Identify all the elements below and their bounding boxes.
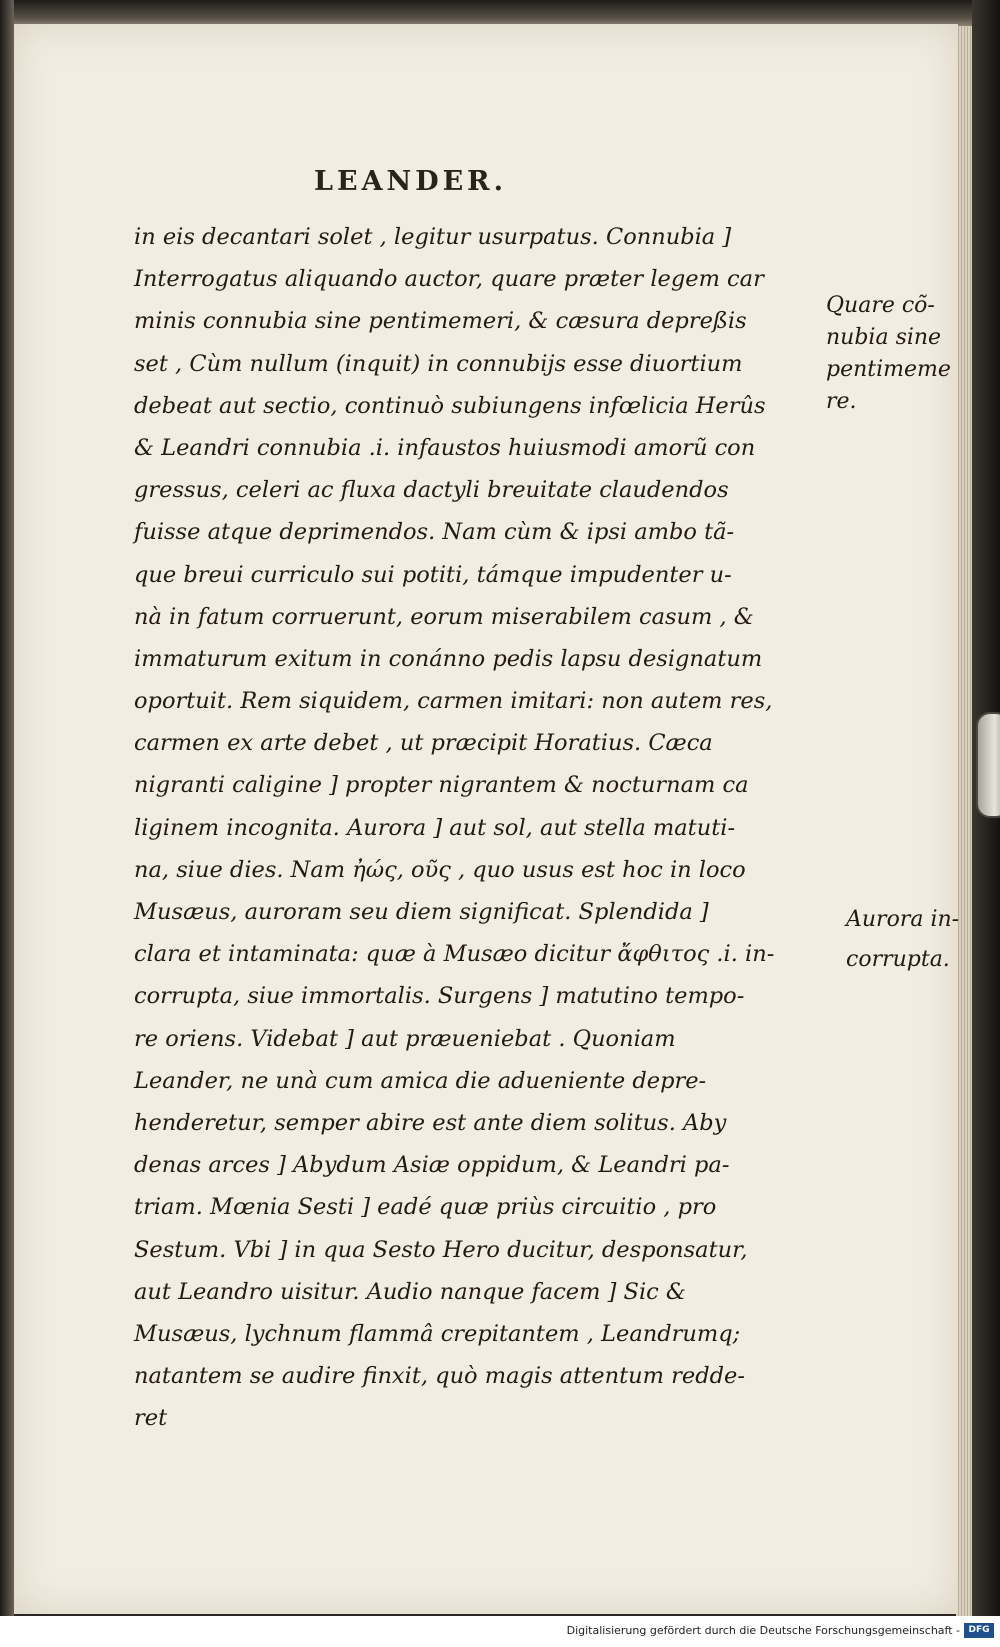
text-line: Leander, ne unà cum amica die adueniente depre- bbox=[134, 1067, 707, 1094]
book-top-edge bbox=[0, 0, 1000, 26]
margin-note-line: Quare cõ- bbox=[826, 293, 935, 318]
text-line: corrupta, siue immortalis. Surgens ] matutino tempo- bbox=[134, 983, 745, 1010]
text-line: que breui curriculo sui potiti, támque impudenter u- bbox=[134, 561, 732, 588]
text-line: clara et intaminata: quæ à Musæo dicitur ἄφθιτος .i. in- bbox=[134, 941, 775, 968]
text-line: Interrogatus aliquando auctor, quare præter legem car bbox=[134, 266, 764, 293]
text-line: gressus, celeri ac fluxa dactyli breuitate claudendos bbox=[134, 477, 729, 504]
margin-note-line: corrupta. bbox=[846, 947, 950, 972]
text-line: na, siue dies. Nam ἠώς, οῦς , quo usus est hoc in loco bbox=[134, 856, 746, 883]
margin-note-line: pentimeme bbox=[826, 357, 951, 382]
margin-note-2 bbox=[846, 900, 959, 980]
text-line: henderetur, semper abire est ante diem solitus. Aby bbox=[134, 1109, 727, 1136]
text-line: nigranti caligine ] propter nigrantem & nocturnam ca bbox=[134, 772, 749, 799]
book-left-edge bbox=[0, 0, 14, 1647]
text-line: Musæus, auroram seu diem significat. Splendida ] bbox=[134, 899, 709, 925]
margin-note-line: re. bbox=[826, 389, 857, 414]
margin-note-line: Aurora in- bbox=[846, 907, 960, 932]
page-clip bbox=[976, 712, 1000, 818]
text-line: fuisse atque deprimendos. Nam cùm & ipsi ambo tã- bbox=[134, 519, 735, 546]
running-head: LEANDER. bbox=[314, 166, 508, 197]
text-line: nà in fatum corruerunt, eorum miserabilem casum , & bbox=[134, 603, 754, 630]
text-line: ret bbox=[134, 1405, 168, 1432]
text-line: triam. Mœnia Sesti ] eadé quæ priùs circuitio , pro bbox=[134, 1194, 717, 1221]
page-edges bbox=[956, 26, 972, 1616]
text-line: in eis decantari solet , legitur usurpatus. Connubia ] bbox=[134, 224, 732, 250]
text-line: set , Cùm nullum (inquit) in connubijs esse diuortium bbox=[134, 350, 743, 377]
text-line: & Leandri connubia .i. infaustos huiusmodi amorũ con bbox=[134, 434, 756, 461]
book-page bbox=[14, 24, 958, 1614]
book-right-shadow bbox=[972, 0, 1000, 1647]
text-line: aut Leandro uisitur. Audio nanque facem ] Sic & bbox=[134, 1278, 686, 1305]
margin-note-1 bbox=[826, 290, 951, 418]
text-line: liginem incognita. Aurora ] aut sol, aut stella matuti- bbox=[134, 814, 736, 841]
text-line: Sestum. Vbi ] in qua Sesto Hero ducitur, desponsatur, bbox=[134, 1236, 748, 1263]
text-line: carmen ex arte debet , ut præcipit Horatius. Cæca bbox=[134, 730, 713, 757]
body-text bbox=[134, 216, 852, 1439]
text-line: denas arces ] Abydum Asiæ oppidum, & Leandri pa- bbox=[134, 1152, 730, 1179]
text-line: oportuit. Rem siquidem, carmen imitari: non autem res, bbox=[134, 688, 773, 715]
text-line: re oriens. Videbat ] aut præueniebat . Quoniam bbox=[134, 1025, 676, 1052]
text-line: minis connubia sine pentimemeri, & cæsura depreßis bbox=[134, 308, 747, 335]
dfg-logo: DFG bbox=[964, 1623, 994, 1638]
footer-bar bbox=[0, 1616, 1000, 1647]
text-line: immaturum exitum in conánno pedis lapsu designatum bbox=[134, 645, 763, 672]
text-line: debeat aut sectio, continuò subiungens infœlicia Herûs bbox=[134, 392, 766, 419]
margin-note-line: nubia sine bbox=[826, 325, 942, 350]
text-line: natantem se audire finxit, quò magis attentum redde- bbox=[134, 1363, 745, 1390]
text-line: Musæus, lychnum flammâ crepitantem , Leandrumq; bbox=[134, 1320, 741, 1347]
footer-credit: Digitalisierung gefördert durch die Deutsche Forschungsgemeinschaft - bbox=[566, 1624, 960, 1637]
